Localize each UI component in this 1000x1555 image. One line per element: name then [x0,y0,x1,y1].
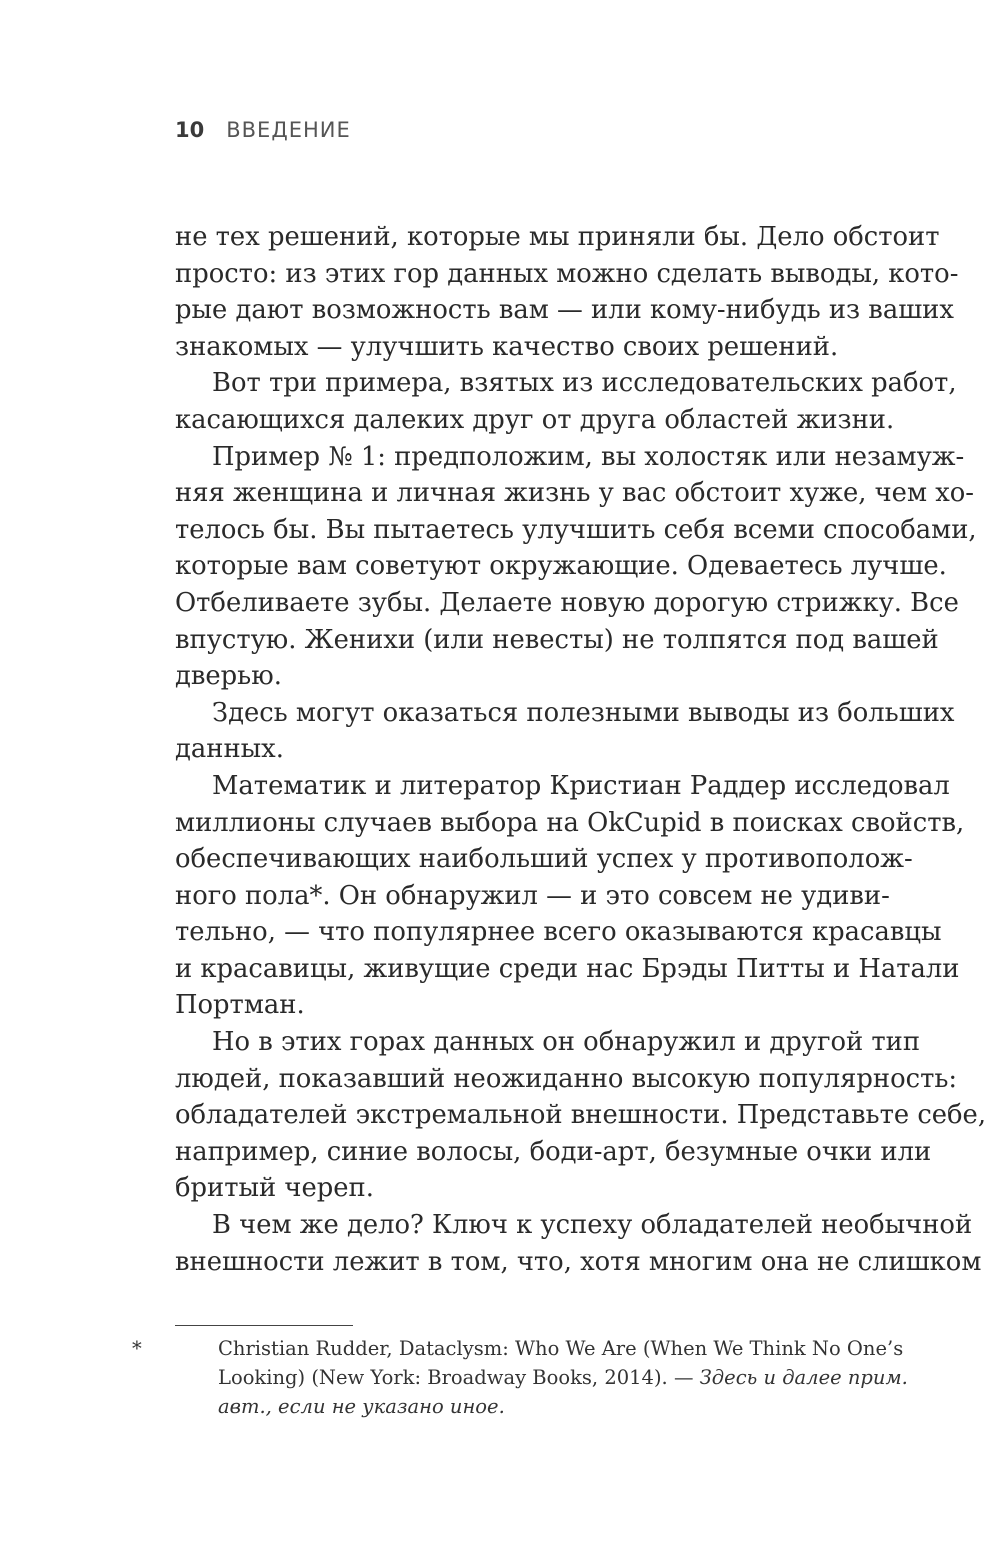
text-line: Портман. [175,990,305,1021]
text-line: няя женщина и личная жизнь у вас обстоит хуже, чем хо- [175,478,975,509]
text-line: миллионы случаев выбора на OkCupid в поисках свойств, [175,807,965,838]
footnote-line [175,1363,908,1392]
footnote-note-cont: авт., если не указано иное. [218,1395,505,1418]
text-line: впустую. Женихи (или невесты) не толпятся под вашей [175,624,939,655]
text-line: не тех решений, которые мы приняли бы. Дело обстоит [175,222,940,252]
footnote-citation-cont: Looking) (New York: Broadway Books, 2014). — [218,1366,700,1389]
text-line: Математик и литератор Кристиан Раддер исследовал [212,770,950,801]
text-line: обеспечивающих наибольший успех у противополож- [175,844,913,875]
body-text [175,219,987,1280]
text-line: обладателей экстремальной внешности. Представьте себе, [175,1100,987,1131]
footnote-mark: * [132,1337,142,1360]
text-line: Отбеливаете зубы. Делаете новую дорогую стрижку. Все [175,587,959,618]
text-line: Но в этих горах данных он обнаружил и другой тип [212,1027,921,1058]
text-line: Здесь могут оказаться полезными выводы из больших [212,697,955,728]
text-line: Вот три примера, взятых из исследовательских работ, [212,368,957,399]
text-line: Пример № 1: предположим, вы холостяк или незамуж- [212,441,965,472]
text-line: внешности лежит в том, что, хотя многим она не слишком [175,1246,982,1277]
text-line: просто: из этих гор данных можно сделать выводы, кото- [175,258,959,289]
footnote-note: Здесь и далее прим. [699,1366,908,1389]
page-number: 10 [175,118,205,142]
running-head-title: ВВЕДЕНИЕ [226,118,351,142]
footnote [132,1334,908,1421]
text-line: и красавицы, живущие среди нас Брэды Питты и Натали [175,953,960,984]
text-line: ного пола*. Он обнаружил — и это совсем не удиви- [175,880,890,911]
text-line: дверью. [175,661,282,692]
text-line: телось бы. Вы пытаетесь улучшить себя всеми способами, [175,514,977,545]
footnote-line [175,1392,863,1421]
text-line: В чем же дело? Ключ к успеху обладателей необычной [212,1210,973,1241]
running-header [175,118,351,142]
text-line: бритый череп. [175,1173,374,1204]
text-line: данных. [175,734,284,765]
footnote-citation: Christian Rudder, Dataclysm: Who We Are (When We Think No One’s [218,1337,904,1360]
text-line: например, синие волосы, боди-арт, безумные очки или [175,1136,932,1167]
footnote-divider [175,1325,353,1326]
text-line: которые вам советуют окружающие. Одеваетесь лучше. [175,551,947,582]
text-line: людей, показавший неожиданно высокую популярность: [175,1063,958,1094]
text-line: касающихся далеких друг от друга областей жизни. [175,404,895,435]
footnote-line [132,1334,904,1363]
text-line: знакомых — улучшить качество своих решений. [175,331,839,362]
text-line: тельно, — что популярнее всего оказываются красавцы [175,917,942,948]
text-line: рые дают возможность вам — или кому-нибудь из ваших [175,295,954,326]
